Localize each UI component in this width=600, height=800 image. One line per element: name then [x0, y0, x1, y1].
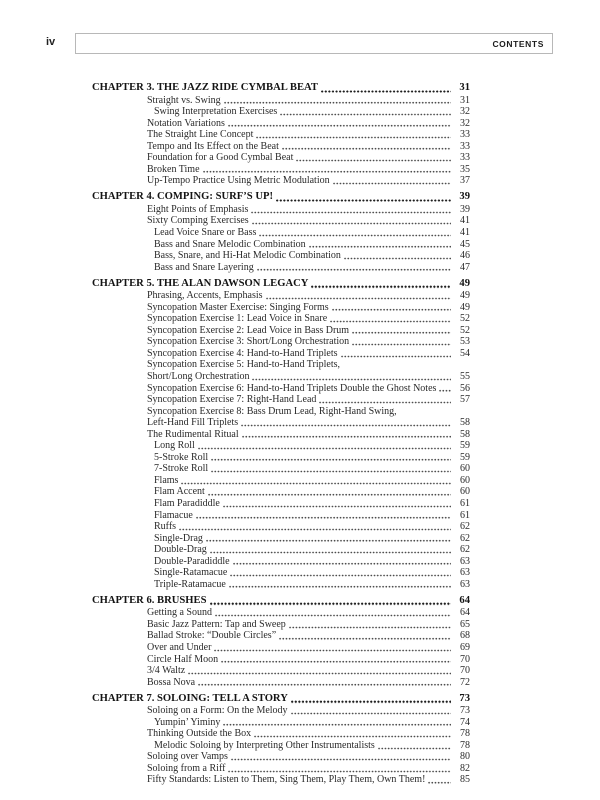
page-number: 70 [460, 665, 470, 677]
entry-title: Syncopation Exercise 1: Lead Voice in Snare [147, 313, 328, 325]
dot-leader [198, 683, 451, 686]
entry-title: Broken Time [147, 163, 200, 175]
dot-leader [210, 551, 451, 554]
page-number: 70 [460, 653, 470, 665]
entry-title: Yumpin’ Yiminy [154, 716, 221, 728]
page-number: 32 [460, 106, 470, 118]
entry-title: Thinking Outside the Box [147, 728, 252, 740]
toc-entry [92, 406, 470, 418]
entry-title: Syncopation Exercise 7: Right-Hand Lead [147, 394, 317, 406]
toc-entry [92, 654, 470, 666]
page-number: 80 [460, 751, 470, 763]
page-number: 33 [460, 129, 470, 141]
header-box [75, 33, 553, 54]
dot-leader [224, 101, 451, 104]
toc-entry [92, 440, 470, 452]
entry-title: Bossa Nova [147, 676, 196, 688]
dot-leader [252, 222, 451, 225]
dot-leader [181, 482, 451, 485]
dot-leader [289, 626, 451, 629]
dot-leader [259, 234, 451, 237]
entry-title: Straight vs. Swing [147, 94, 221, 106]
page-number: 54 [460, 347, 470, 359]
dot-leader [251, 211, 451, 214]
toc-entry [92, 313, 470, 325]
toc-entry [92, 763, 470, 775]
entry-title: 7-Stroke Roll [154, 463, 209, 475]
entry-title: Ballad Stroke: “Double Circles” [147, 630, 277, 642]
dot-leader [203, 170, 451, 173]
toc-entry [92, 717, 470, 729]
entry-title: Single-Ratamacue [154, 567, 228, 579]
toc-entry [92, 630, 470, 642]
entry-title: Flam Paradiddle [154, 498, 220, 509]
dot-leader [228, 770, 451, 773]
page-number: 65 [460, 618, 470, 630]
toc-entry [92, 383, 470, 395]
toc-entry [92, 239, 470, 251]
entry-title: Soloing from a Riff [147, 762, 226, 774]
page-number: 49 [459, 277, 470, 289]
entry-title: Foundation for a Good Cymbal Beat [147, 152, 294, 164]
dot-leader [215, 614, 451, 617]
page-number: 74 [460, 716, 470, 728]
toc-entry [92, 164, 470, 176]
page-number: 64 [460, 607, 470, 619]
page-number: 69 [460, 642, 470, 654]
page-number: 60 [460, 463, 470, 475]
table-of-contents [92, 82, 470, 786]
page-number: 68 [460, 630, 470, 642]
dot-leader [211, 458, 451, 461]
page-number: 46 [460, 250, 470, 262]
page-number: 58 [460, 428, 470, 440]
toc-entry [92, 475, 470, 487]
page-number: 41 [460, 226, 470, 238]
entry-title: 5-Stroke Roll [154, 451, 209, 463]
dot-leader [291, 700, 451, 703]
toc-entry [92, 619, 470, 631]
entry-title: The Straight Line Concept [147, 129, 254, 141]
toc-chapter-heading [92, 278, 470, 291]
toc-entry [92, 302, 470, 314]
entry-title: Bass, Snare, and Hi-Hat Melodic Combination [154, 250, 341, 262]
entry-title: Soloing over Vamps [147, 751, 228, 763]
page-number: 63 [460, 555, 470, 567]
entry-title: Sixty Comping Exercises [147, 215, 249, 227]
page-number: 63 [460, 578, 470, 590]
entry-title: 3/4 Waltz [147, 665, 186, 677]
dot-leader [241, 424, 451, 427]
page-number: 59 [460, 451, 470, 463]
page-number: 61 [460, 498, 470, 509]
dot-leader [188, 672, 451, 675]
entry-title: Syncopation Exercise 2: Lead Voice in Bass Drum [147, 324, 350, 336]
dot-leader [280, 113, 451, 116]
page-number: 61 [460, 509, 470, 521]
entry-title: Flamacue [154, 509, 193, 521]
toc-entry-continuation [92, 371, 470, 383]
toc-entry [92, 129, 470, 141]
page-number: 31 [459, 82, 470, 93]
toc-entry [92, 498, 470, 510]
page-number: 55 [460, 370, 470, 382]
toc-entry [92, 359, 470, 371]
dot-leader [309, 245, 451, 248]
toc-entry [92, 567, 470, 579]
entry-title: The Rudimental Ritual [147, 428, 239, 440]
entry-title: Single-Drag [154, 532, 203, 544]
entry-title: Syncopation Exercise 5: Hand-to-Hand Triplets, [147, 359, 341, 371]
page-number: 49 [460, 301, 470, 313]
dot-leader [223, 723, 451, 726]
toc-entry [92, 118, 470, 130]
entry-title: CHAPTER 7. SOLOING: TELL A STORY [92, 692, 288, 704]
page-folio: iv [46, 36, 56, 48]
entry-title: Syncopation Master Exercise: Singing Forms [147, 301, 329, 313]
toc-entry [92, 510, 470, 522]
page-number: 60 [460, 474, 470, 486]
entry-title: Melodic Soloing by Interpreting Other Instrumentalists [154, 739, 375, 751]
entry-title: Getting a Sound [147, 607, 212, 619]
toc-entry [92, 705, 470, 717]
page-number: 52 [460, 313, 470, 325]
toc-entry [92, 642, 470, 654]
page-number: 41 [460, 215, 470, 227]
toc-entry [92, 556, 470, 568]
toc-entry [92, 250, 470, 262]
page-number: 45 [460, 238, 470, 250]
entry-title: Syncopation Exercise 6: Hand-to-Hand Triplets Double the Ghost Notes [147, 382, 437, 394]
entry-title: CHAPTER 6. BRUSHES [92, 594, 207, 606]
entry-title: Left-Hand Fill Triplets [147, 417, 239, 429]
page-number: 39 [460, 203, 470, 215]
toc-chapter-heading [92, 191, 470, 204]
entry-title: Up-Tempo Practice Using Metric Modulation [147, 175, 330, 187]
page-number: 58 [460, 417, 470, 429]
entry-title: Swing Interpretation Exercises [154, 106, 278, 118]
page-number: 85 [460, 774, 470, 786]
toc-entry [92, 227, 470, 239]
dot-leader [242, 435, 451, 438]
dot-leader [321, 90, 451, 93]
dot-leader [228, 124, 451, 127]
toc-entry [92, 215, 470, 227]
dot-leader [332, 308, 451, 311]
entry-title: Ruffs [154, 521, 177, 533]
page-number: 59 [460, 440, 470, 452]
entry-title: Over and Under [147, 642, 212, 654]
toc-entry [92, 740, 470, 752]
entry-title: CHAPTER 4. COMPING: SURF’S UP! [92, 191, 273, 203]
entry-title: Triple-Ratamacue [154, 578, 226, 590]
page-number: 31 [460, 94, 470, 106]
entry-title: Syncopation Exercise 4: Hand-to-Hand Triplets [147, 347, 338, 359]
page-number: 78 [460, 739, 470, 751]
page-number: 33 [460, 140, 470, 152]
dot-leader [221, 660, 451, 663]
dot-leader [196, 516, 451, 519]
header-title: CONTENTS [492, 38, 544, 49]
dot-leader [428, 781, 451, 784]
dot-leader [208, 493, 451, 496]
entry-title: Circle Half Moon [147, 653, 219, 665]
entry-title: Long Roll [154, 440, 195, 452]
dot-leader [291, 712, 451, 715]
dot-leader [179, 528, 451, 531]
dot-leader [256, 136, 451, 139]
toc-entry [92, 677, 470, 689]
toc-entry [92, 579, 470, 591]
page-number: 47 [460, 261, 470, 273]
dot-leader [223, 505, 451, 508]
toc-entry [92, 348, 470, 360]
dot-leader [352, 343, 451, 346]
dot-leader [210, 602, 452, 605]
toc-entry [92, 533, 470, 545]
entry-title: Flams [154, 474, 179, 486]
dot-leader [341, 355, 451, 358]
dot-leader [344, 257, 451, 260]
page-number: 57 [460, 394, 470, 406]
page-number: 56 [460, 382, 470, 394]
page-number: 63 [460, 567, 470, 579]
toc-entry [92, 463, 470, 475]
page-number: 78 [460, 728, 470, 740]
entry-title: CHAPTER 3. THE JAZZ RIDE CYMBAL BEAT [92, 82, 318, 93]
toc-entry-continuation [92, 417, 470, 429]
dot-leader [230, 574, 451, 577]
dot-leader [279, 637, 451, 640]
page-number: 72 [460, 676, 470, 688]
dot-leader [233, 562, 451, 565]
page-number: 82 [460, 762, 470, 774]
entry-title: Syncopation Exercise 8: Bass Drum Lead, Right-Hand Swing, [147, 405, 397, 417]
toc-chapter-heading [92, 595, 470, 608]
page-number: 33 [460, 152, 470, 164]
toc-entry [92, 336, 470, 348]
dot-leader [266, 297, 451, 300]
toc-entry [92, 521, 470, 533]
page-number: 62 [460, 544, 470, 556]
dot-leader [296, 159, 451, 162]
dot-leader [198, 447, 451, 450]
toc-entry [92, 95, 470, 107]
entry-title: Short/Long Orchestration [147, 370, 250, 382]
page-number: 32 [460, 117, 470, 129]
dot-leader [319, 401, 451, 404]
entry-title: Eight Points of Emphasis [147, 203, 249, 215]
entry-title: Phrasing, Accents, Emphasis [147, 290, 263, 302]
entry-title: Bass and Snare Melodic Combination [154, 238, 306, 250]
dot-leader [229, 585, 451, 588]
dot-leader [254, 735, 451, 738]
page-number: 64 [459, 594, 470, 606]
toc-entry [92, 262, 470, 274]
dot-leader [206, 539, 451, 542]
page-number: 73 [460, 705, 470, 717]
dot-leader [282, 147, 451, 150]
entry-title: CHAPTER 5. THE ALAN DAWSON LEGACY [92, 277, 309, 289]
page-number: 62 [460, 532, 470, 544]
toc-entry [92, 665, 470, 677]
toc-entry [92, 452, 470, 464]
entry-title: Soloing on a Form: On the Melody [147, 705, 288, 717]
entry-title: Lead Voice Snare or Bass [154, 226, 257, 238]
dot-leader [333, 182, 451, 185]
page-number: 73 [459, 692, 470, 704]
toc-entry [92, 106, 470, 118]
entry-title: Double-Paradiddle [154, 555, 230, 567]
entry-title: Double-Drag [154, 544, 207, 556]
page-number: 60 [460, 486, 470, 498]
entry-title: Syncopation Exercise 3: Short/Long Orchestration [147, 336, 350, 348]
dot-leader [252, 378, 451, 381]
toc-entry [92, 204, 470, 216]
dot-leader [439, 389, 451, 392]
dot-leader [231, 758, 451, 761]
toc-entry [92, 141, 470, 153]
entry-title: Tempo and Its Effect on the Beat [147, 140, 279, 152]
page-number: 35 [460, 163, 470, 175]
dot-leader [311, 285, 451, 288]
page-number: 62 [460, 521, 470, 533]
page-number: 52 [460, 324, 470, 336]
dot-leader [257, 268, 451, 271]
toc-entry [92, 152, 470, 164]
entry-title: Basic Jazz Pattern: Tap and Sweep [147, 618, 286, 630]
dot-leader [378, 747, 451, 750]
entry-title: Bass and Snare Layering [154, 261, 254, 273]
dot-leader [330, 320, 451, 323]
entry-title: Flam Accent [154, 486, 205, 498]
toc-entry [92, 751, 470, 763]
toc-chapter-heading [92, 693, 470, 706]
toc-entry [92, 429, 470, 441]
toc-chapter-heading [92, 82, 470, 95]
entry-title: Notation Variations [147, 117, 225, 129]
dot-leader [211, 470, 451, 473]
toc-entry [92, 544, 470, 556]
toc-entry [92, 486, 470, 498]
dot-leader [352, 331, 451, 334]
toc-entry [92, 728, 470, 740]
toc-entry [92, 175, 470, 187]
page-number: 39 [459, 191, 470, 203]
page-number: 53 [460, 336, 470, 348]
toc-entry [92, 394, 470, 406]
dot-leader [276, 199, 451, 202]
toc-entry [92, 325, 470, 337]
toc-entry [92, 774, 470, 786]
page-number: 49 [460, 290, 470, 302]
entry-title: Fifty Standards: Listen to Them, Sing Them, Play Them, Own Them! [147, 774, 426, 786]
page-number: 37 [460, 175, 470, 187]
toc-entry [92, 290, 470, 302]
dot-leader [214, 649, 451, 652]
toc-entry [92, 607, 470, 619]
